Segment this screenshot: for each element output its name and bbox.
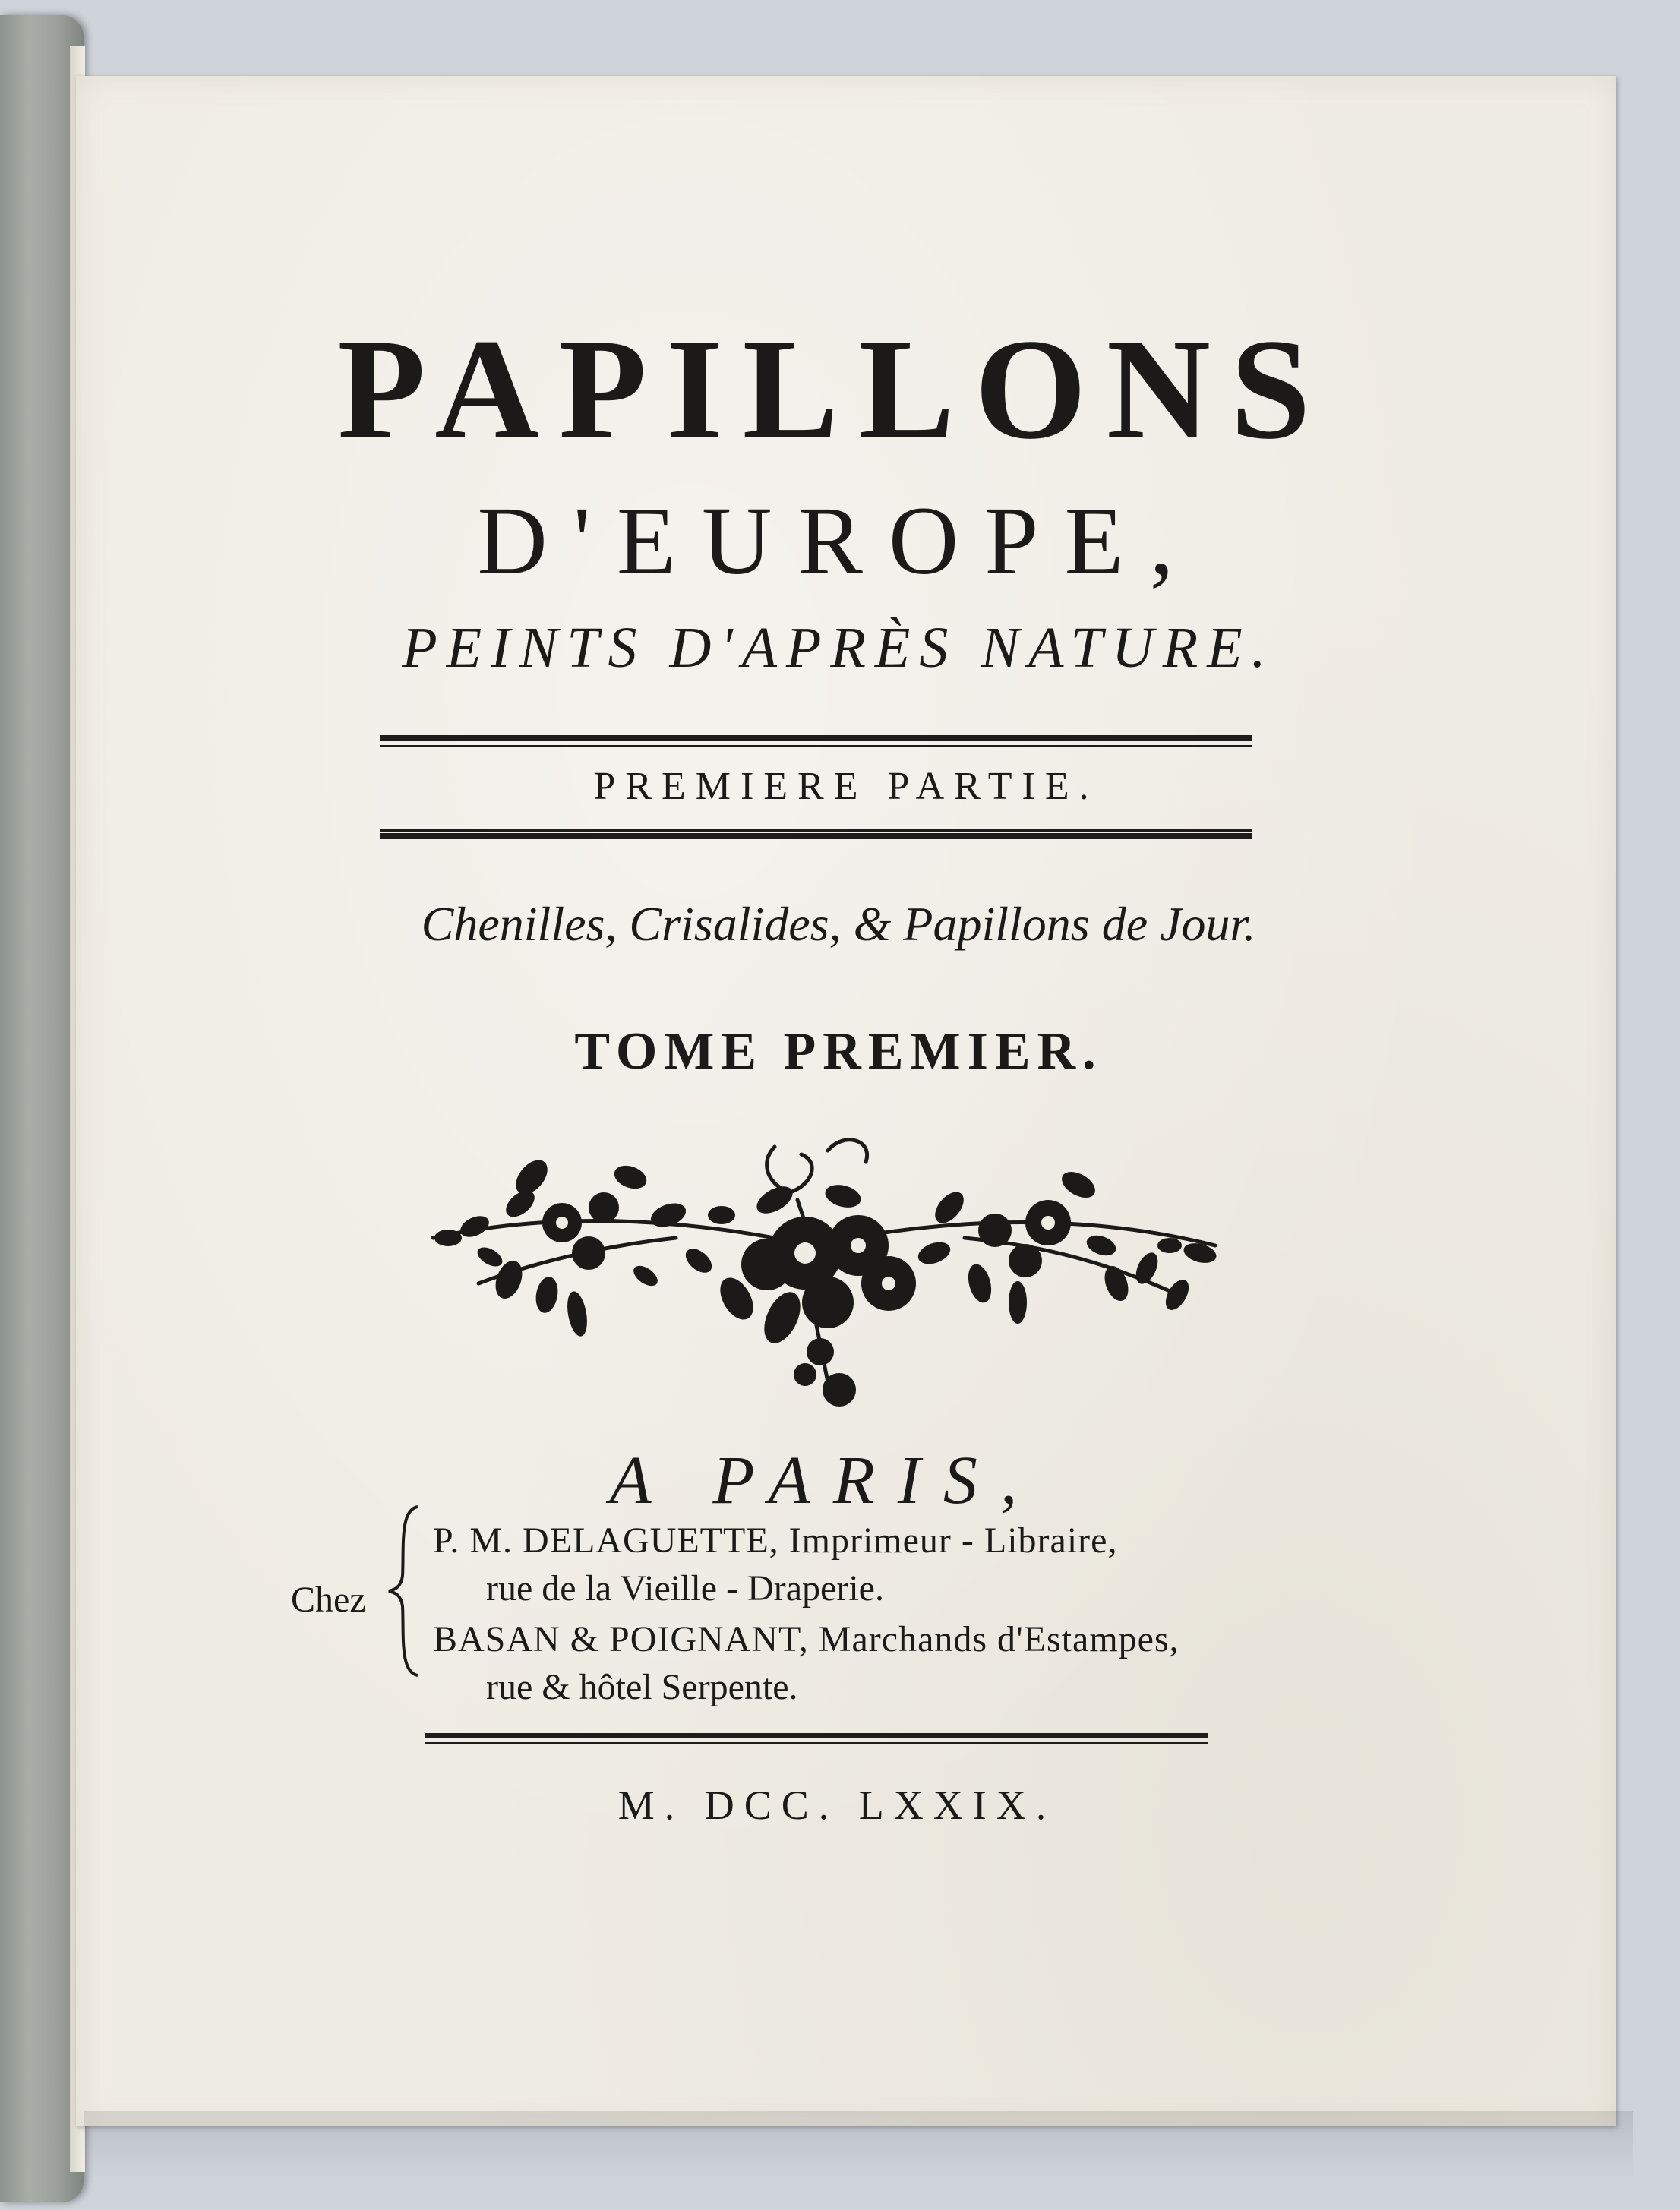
imprint-date: M. DCC. LXXIX. [617,1782,1056,1828]
chez-label: Chez [291,1580,366,1620]
part-label: PREMIERE PARTIE. [593,765,1099,808]
double-rule-bottom [380,829,1252,845]
publisher-1-street: rue de la Vieille - Draperie. [486,1568,884,1609]
title-main: PAPILLONS [337,310,1331,469]
publisher-2-name: BASAN & POIGNANT, Marchands d'Estampes, [433,1619,1179,1659]
volume-label: TOME PREMIER. [574,1022,1103,1081]
floral-garland-icon [418,1132,1230,1420]
brace-icon [386,1504,424,1678]
subtitle: PEINTS D'APRÈS NATURE. [402,616,1275,680]
double-rule-imprint [425,1733,1208,1748]
double-rule-top [380,735,1252,750]
publisher-1-name: P. M. DELAGUETTE, Imprimeur - Libraire, [433,1520,1118,1561]
contents-line: Chenilles, Crisalides, & Papillons de Jour. [421,897,1256,951]
title-page [76,76,1616,2126]
city-line: A PARIS, [609,1443,1041,1518]
page-shadow [84,2111,1633,2180]
title-sub: D'EUROPE, [477,487,1200,595]
publisher-2-street: rue & hôtel Serpente. [486,1667,798,1707]
